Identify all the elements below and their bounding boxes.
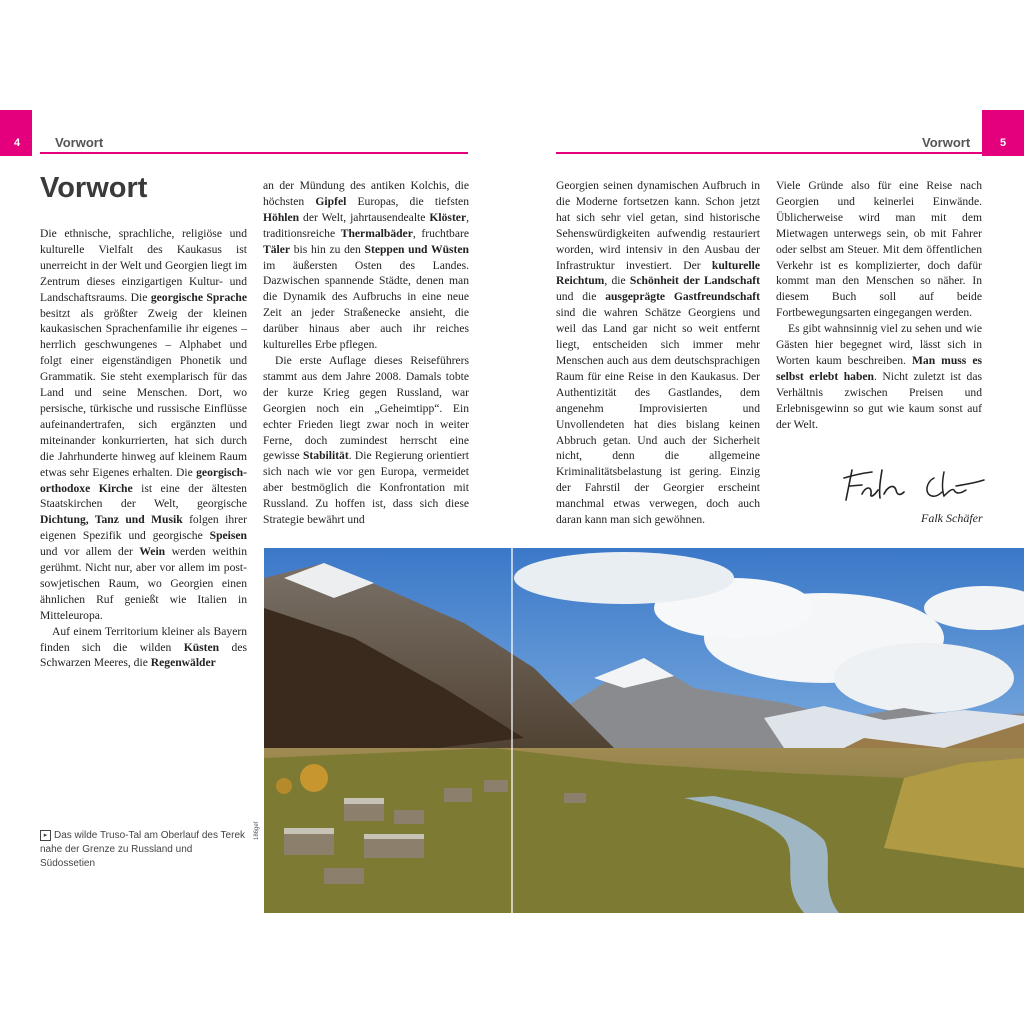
bold-term: Schönheit der Landschaft [629,274,761,288]
text-run: und die [556,290,606,304]
bold-term: Stabilität [302,449,349,463]
text-run: Viele Gründe also für eine Reise nach Georgien und keinerlei Einwände. Üblicherweise wird man mit dem Mietwagen unterwegs sein, ob mit Fahrer oder selbst am Steuer. Mit dem öffentlichen Verkehr ist es komplizierter, doch dafür kommt man den Menschen so näher. In diesem Buch soll auf beide Fortbewegungsarten eingegangen werden. [776,179,982,320]
paragraph [40,624,247,672]
bold-term: Täler [263,242,291,256]
text-column-2 [263,178,469,528]
running-header-left: Vorwort [55,135,104,150]
text-run: der Welt, jahrtausendealte [299,210,430,224]
paragraph [263,178,469,353]
text-run: , fruchtbare [412,226,469,240]
text-column-3 [556,178,760,528]
landscape-photo [264,548,1024,913]
bold-term: Steppen und Wüsten [364,242,469,256]
text-run: und vor allem der [40,545,140,559]
bold-term: georgisch-orthodoxe Kirche [40,465,247,495]
text-column-4 [776,178,982,433]
signature-image [838,464,988,508]
bold-term: kulturelle Reichtum [556,258,760,288]
paragraph [776,321,982,432]
bold-term: Küsten [183,640,220,654]
page-number-left: 4 [14,137,21,149]
bold-term: georgische Sprache [150,290,247,304]
photo-caption [40,829,250,871]
text-run: bis hin zu den [290,242,365,256]
page-number-tab-right [982,110,1024,156]
bold-term: Höhlen [263,210,300,224]
text-run: besitzt als größter Zweig der kleinen kaukasischen Sprachenfamilie ihr eigenes – herrlich geschwungenes – Alphabet und folgt einer eigenständigen Phonetik und Grammatik. Sie steht exemplarisch für das Land und seine Menschen. Dort, wo persische, türkische und russische Einflüsse aufeinandertrafen, sich ergänzten und miteinander konkurrierten, hat sich durch die Jahrhunderte hinweg auf kleinem Raum etwas sehr Eigenes erhalten. Die [40,306,247,479]
bold-term: Klöster [429,210,467,224]
photo-caption-text: Das wilde Truso-Tal am Oberlauf des Terek nahe der Grenze zu Russland und Südossetien [40,830,246,869]
text-run: an der Mündung des antiken Kolchis, die höchsten [263,179,469,208]
header-rule-right [556,152,982,154]
text-run: Es gibt wahnsinnig viel zu sehen und wie Gästen hier begegnet wird, lässt sich in Worten kaum beschreiben. [776,322,982,367]
header-rule-left [40,152,468,154]
text-run: ist eine der ältesten Staatskirchen der Welt, georgische [40,481,247,511]
photo-credit: 186gef [254,821,260,840]
paragraph [556,178,760,528]
text-run: des Schwarzen Meeres, die [40,640,247,670]
text-run: sind die wahren Schätze Georgiens und weil das Land gar nicht so weit entfernt liegt, entscheiden sich immer mehr Menschen auch aus dem deutschsprachigen Raum für eine Reise in den Kaukasus. Der Authentizität des Gastlandes, dem angenehm Improvisierten und Unvollendeten hat dies bislang keinen Abbruch getan. Und auch der Sicherheit nicht, denn die allgemeine Kriminalitätsbelastung ist gering. Einzig der Fahrstil der Georgier erscheint manchmal etwas verwegen, doch auch daran kann man sich gewöhnen. [556,306,760,527]
text-run: . Nicht zuletzt ist das Verhältnis zwischen Preisen und Erlebnisgewinn so gut wie kaum sonst auf der Welt. [776,369,982,431]
text-run: , die [604,274,630,288]
bold-term: Speisen [209,529,247,543]
text-run: , traditionsreiche [263,210,469,240]
bold-term: Thermalbäder [340,226,413,240]
arrow-box-icon: ▸ [40,830,51,841]
text-column-1 [40,226,247,671]
bold-term: Man muss es selbst erlebt haben [776,353,982,383]
text-run: Die erste Auflage dieses Reiseführers stammt aus dem Jahre 2008. Damals tobte der kurze Krieg gegen Russland, war Georgien noch ein „Geheimtipp“. Ein echter Frieden liegt zwar noch in weiter Ferne, doch zumindest herrscht eine gewisse [263,353,469,463]
text-run: werden weithin gerühmt. Nicht nur, aber vor allem im post-sowjetischen Raum, wo Georgien einen ähnlichen Ruf genießt wie Italien in Mitteleuropa. [40,545,247,622]
running-header-right: Vorwort [922,135,971,150]
page-title: Vorwort [40,172,148,204]
bold-term: Regenwälder [150,656,216,670]
bold-term: ausgeprägte Gastfreundschaft [605,290,760,304]
page-number-right: 5 [1000,137,1007,149]
bold-term: Dichtung, Tanz und Musik [40,513,183,527]
text-run: Georgien seinen dynamischen Aufbruch in die Moderne fortsetzen kann. Schon jetzt hat sich sehr viel getan, sind historische Sehenswürdigkeiten aufwendig restauriert worden, wird intensiv in den Ausbau der Infrastruktur investiert. Der [556,179,760,272]
signature-name: Falk Schäfer [921,511,983,525]
text-run: im äußersten Osten des Landes. Dazwischen spannende Städte, denen man die Dynamik des Aufbruchs in eine neue Zeit an jeder Straßenecke ansieht, die darüber hinaus aber auch ihr reiches kulturelles Erbe pflegen. [263,258,469,352]
bold-term: Gipfel [315,194,347,208]
paragraph [776,178,982,321]
paragraph [263,353,469,528]
paragraph [40,226,247,624]
bold-term: Wein [139,545,166,559]
text-run: folgen ihrer eigenen Spezifik und georgische [40,513,247,543]
text-run: Europas, die tiefsten [346,194,469,208]
text-run: . Die Regierung orientiert sich nach wie vor gen Europa, vermeidet aber bestmöglich die Konfrontation mit Russland. Zu hoffen ist, dass sich diese Strategie bewährt und [263,449,469,527]
text-run: Auf einem Territorium kleiner als Bayern finden sich die wilden [40,624,247,654]
page-number-tab-left [0,110,32,156]
text-run: Die ethnische, sprachliche, religiöse und kulturelle Vielfalt des Kaukasus ist unerreicht in der Welt und Georgien liegt im Zentrum dieses einzigartigen Kultur- und Landschaftsraums. Die [40,227,247,304]
